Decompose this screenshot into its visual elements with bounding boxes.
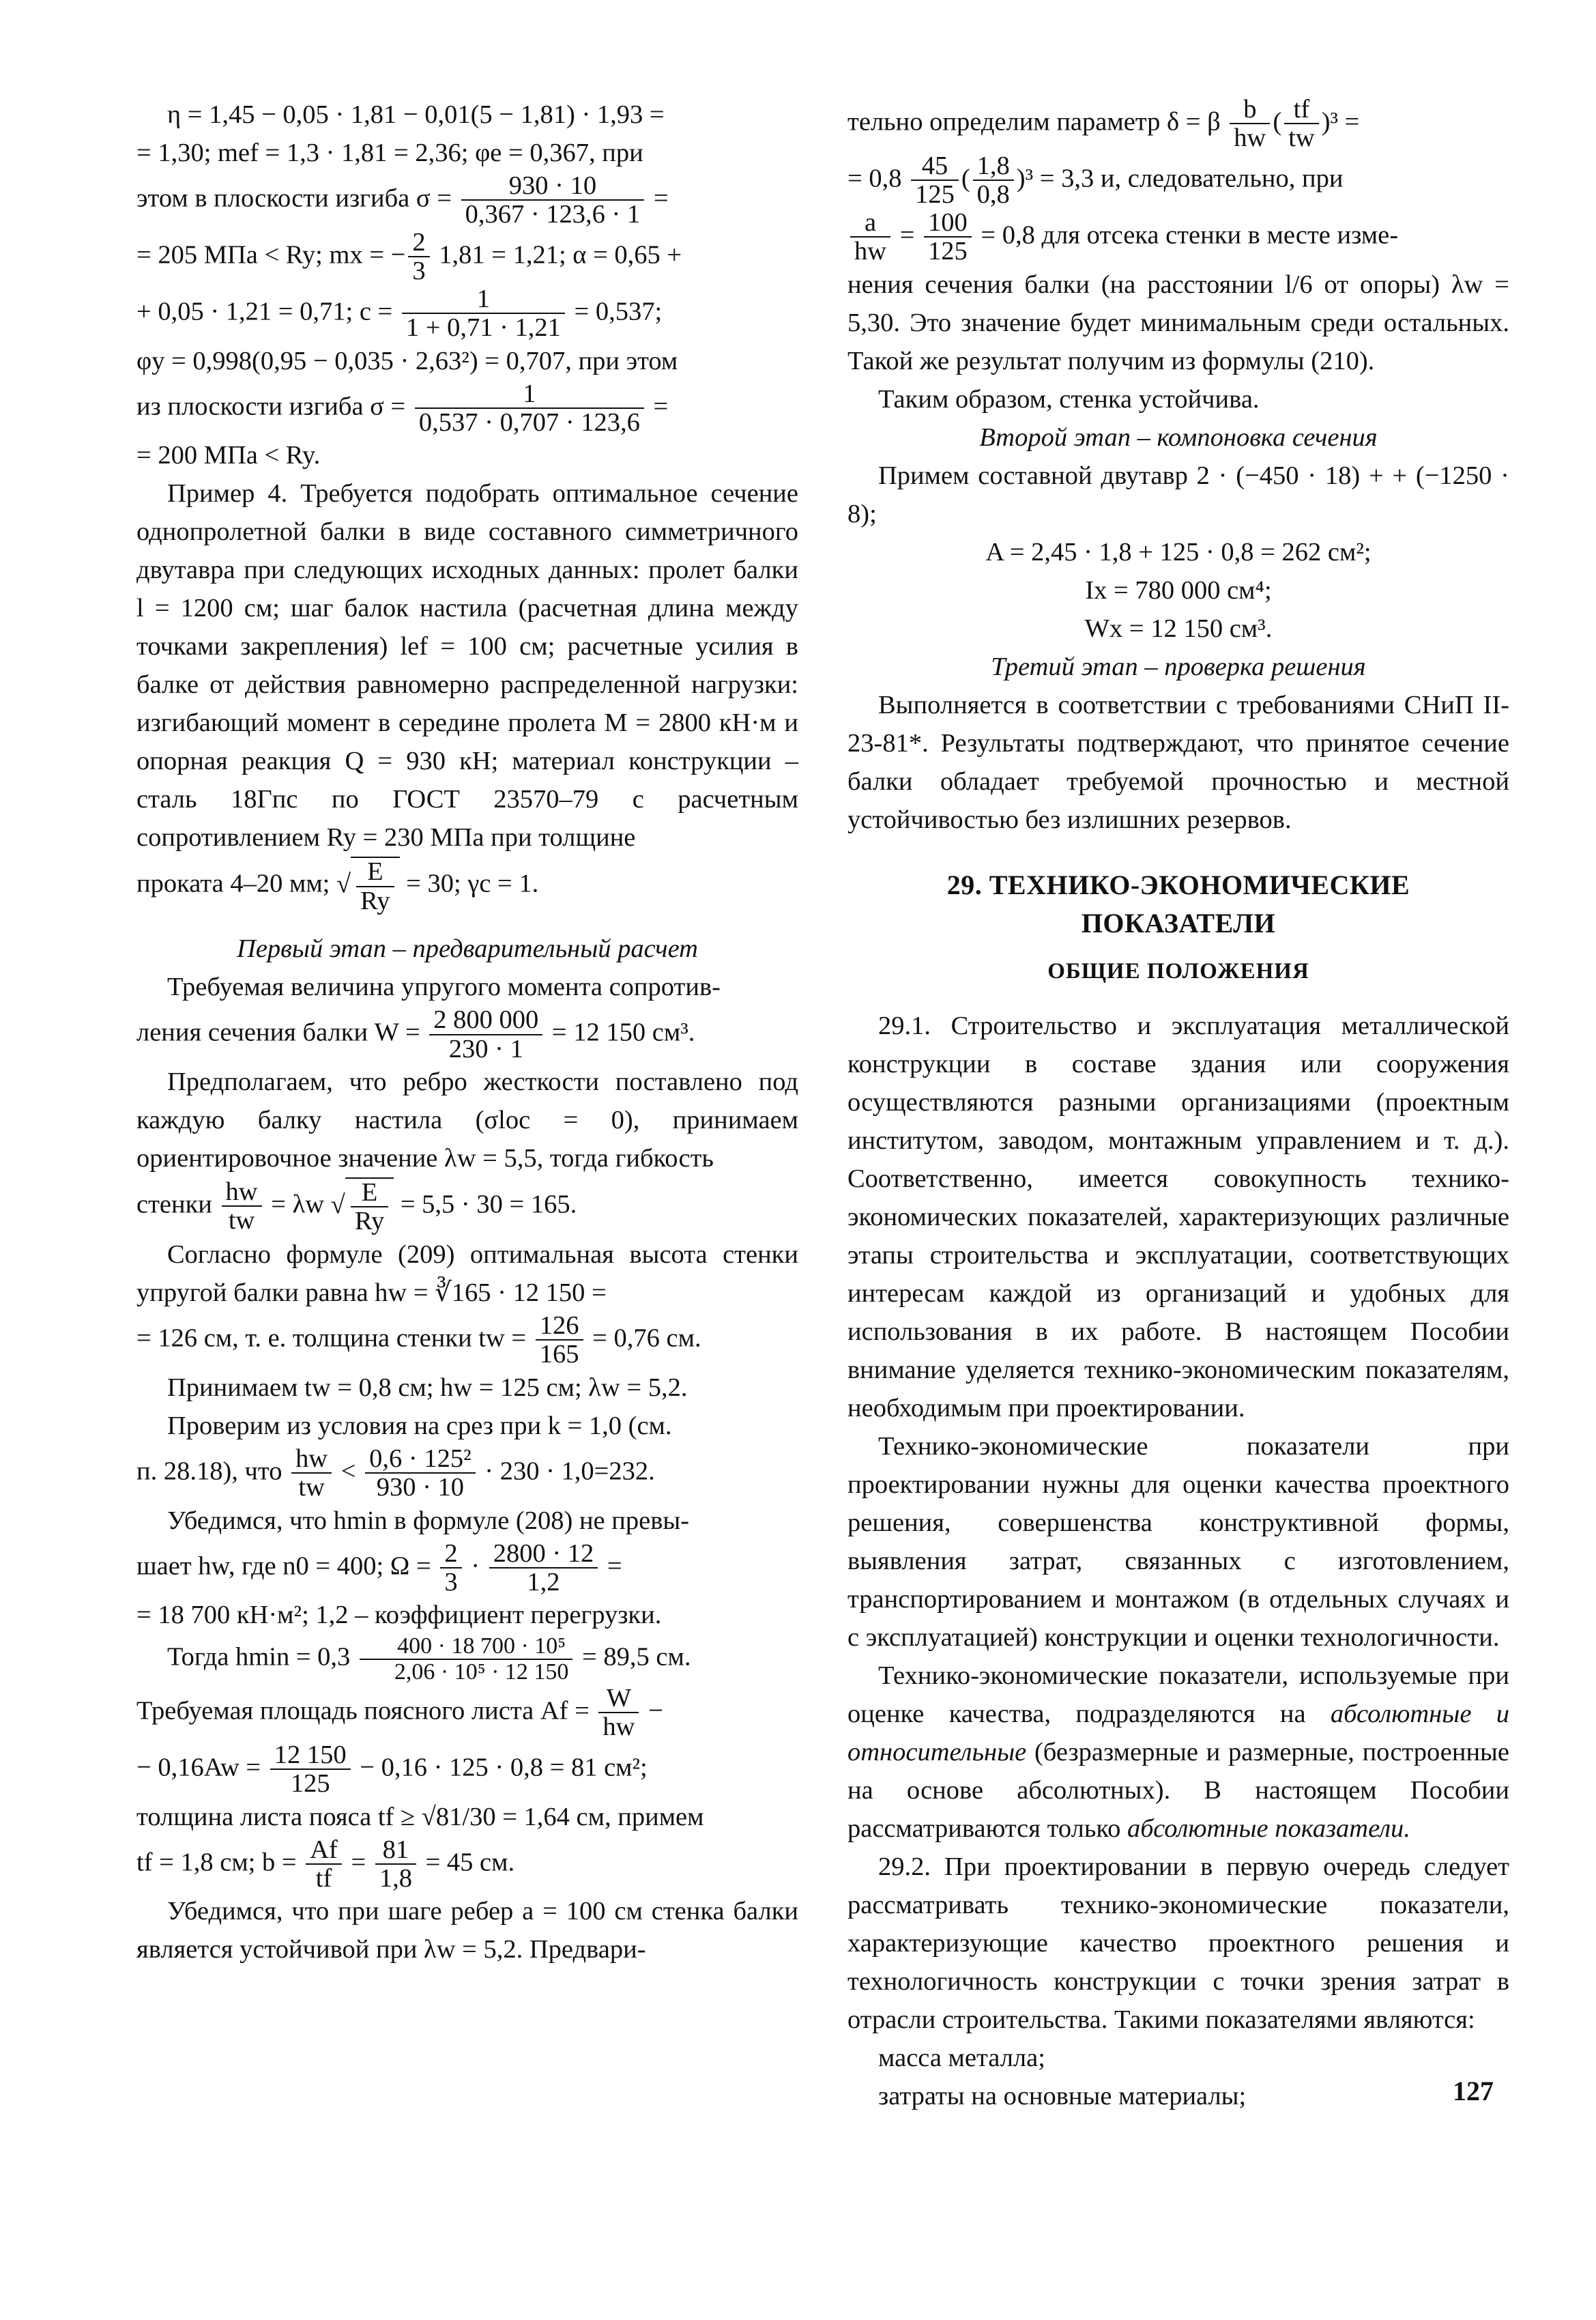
paragraph-formula-209: Согласно формуле (209) оптимальная высота стенки упругой балки равна hw = ∛165 · 12 150 = — [136, 1240, 798, 1307]
paragraph-29-1: 29.1. Строительство и эксплуатация металлической конструкции в составе здания или сооружения осуществляются разными организациями (проектным институтом, заводом, монтажным управлением и т. д.). Соответственно, имеется совокупность технико-экономических показателей, характеризующих различные этапы строительства и эксплуатации, соответствующих интересам каждой из организаций и удобных для использования в их работе. В настоящем Пособии внимание уделяется технико-экономическим показателям, необходимым при проектировании. — [847, 1011, 1509, 1422]
sqrt: √ $\frac{E}{Ry}$ — [336, 857, 400, 915]
equation-modulus: Wx = 12 150 см³. — [1084, 614, 1273, 643]
equation-mef: = 1,30; mef = 1,3 · 1,81 = 2,36; φe = 0,367, при — [136, 139, 643, 167]
fraction: $\frac{Af}{tf}$ — [306, 1836, 342, 1893]
fraction: $\frac{45}{125}$ — [911, 152, 959, 209]
page-number: 127 — [1453, 2076, 1494, 2106]
stage-3-heading: Третий этап – проверка решения — [991, 652, 1366, 681]
section-29-heading: 29. ТЕХНИКО-ЭКОНОМИЧЕСКИЕ ПОКАЗАТЕЛИ — [946, 869, 1410, 939]
equation-w: ления сечения балки W = $\frac{2 800 000}{230 \cdot 1}$ = 12 150 см³. — [136, 1005, 695, 1063]
fraction: $\frac{W}{hw}$ — [598, 1685, 639, 1741]
paragraph-w-required: Требуемая величина упругого момента сопротив- — [167, 973, 721, 1002]
paragraph-accept: Принимаем tw = 0,8 см; hw = 125 см; λw = 5,2. — [167, 1373, 688, 1402]
equation-inertia: Ix = 780 000 см⁴; — [1085, 575, 1272, 605]
equation-delta-value: = 0,8 $\frac{45}{125}$ ( $\frac{1,8}{0,8}$ )³ = 3,3 и, следовательно, при — [847, 151, 1344, 210]
paragraph-section-change: нения сечения балки (на расстоянии l/6 от опоры) λw = 5,30. Это значение будет минимальным среди остальных. Такой же результат получим из формулы (210). — [847, 270, 1509, 375]
equation-b: tf = 1,8 см; b = $\frac{Af}{tf}$ = $\frac{81}{1,8}$ = 45 см. — [136, 1835, 515, 1893]
paragraph-check-shear: Проверим из условия на срез при k = 1,0 (см. — [167, 1411, 672, 1440]
equation-prokat: проката 4–20 мм; √ $\frac{E}{Ry}$ = 30; γc = 1. — [136, 857, 539, 915]
paragraph-indicators-types: Технико-экономические показатели, используемые при оценке качества, подразделяются на абсолютные и относительные (безразмерные и размерные, построенные на основе абсолютных). В настоящем Пособии рассматриваются только абсолютные показатели. — [847, 1661, 1509, 1843]
equation-phi-y: φy = 0,998(0,95 − 0,035 · 2,63²) = 0,707, при этом — [136, 346, 678, 375]
fraction: $\frac{126}{165}$ — [536, 1312, 583, 1369]
fraction: $\frac{hw}{tw}$ — [222, 1178, 262, 1235]
fraction: $\frac{1,8}{0,8}$ — [973, 152, 1014, 209]
paragraph-check: Выполняется в соответствии с требованиями СНиП II-23-81*. Результаты подтверждают, что принятое сечение балки обладает требуемой прочностью и местной устойчивостью без излишних резервов. — [847, 690, 1509, 834]
equation-omega: шает hw, где n0 = 400; Ω = $\frac{2}{3}$ · $\frac{2800 \cdot 12}{1,2}$ = — [136, 1538, 622, 1597]
left-column — [136, 96, 798, 1968]
fraction: $\frac{a}{hw}$ — [850, 209, 890, 266]
equation-af: Требуемая площадь поясного листа Af = $\frac{W}{hw}$ − — [136, 1683, 663, 1742]
fraction: $\frac{hw}{tw}$ — [291, 1445, 332, 1502]
equation-result: = 200 МПа < Ry. — [136, 441, 321, 470]
equation-mx: = 205 МПа < Ry; mx = − $\frac{2}{3}$ 1,81 = 1,21; α = 0,65 + — [136, 227, 682, 286]
fraction: $\frac{\text{400 · 18 700 · 10⁵}}{\text{2,06 · 10⁵ · 12 150}}$ — [360, 1634, 573, 1684]
fraction: $\frac{b}{hw}$ — [1230, 96, 1270, 152]
equation-hmin: Тогда hmin = 0,3 $\frac{\text{400 · 18 700 · 10⁵}}{\text{2,06 · 10⁵ · 12 150}}$ = 89,5 см. — [167, 1633, 691, 1685]
fraction: $\frac{2 800 000}{230 \cdot 1}$ — [429, 1006, 542, 1063]
equation-tw: = 126 см, т. е. толщина стенки tw = $\frac{126}{165}$ = 0,76 см. — [136, 1311, 701, 1369]
paragraph-hmin: Убедимся, что hmin в формуле (208) не превы- — [167, 1506, 690, 1535]
paragraph-29-2: 29.2. При проектировании в первую очередь следует рассматривать технико-экономические показатели, характеризующие качество проектного решения и технологичность конструкции с точки зрения затрат в отрасли строительства. Такими показателями являются: — [847, 1852, 1509, 2034]
equation-c: + 0,05 · 1,21 = 0,71; c = $\frac{1}{1 + 0,71 \cdot 1,21}$ = 0,537; — [136, 284, 663, 343]
equation-omega-result: = 18 700 кН·м²; 1,2 – коэффициент перегрузки. — [136, 1601, 662, 1630]
paragraph-web-stability: Убедимся, что при шаге ребер a = 100 см стенка балки является устойчивой при λw = 5,2. Предвари- — [136, 1897, 798, 1964]
fraction: $\frac{2800 \cdot 12}{1,2}$ — [489, 1540, 598, 1596]
fraction: $\frac{81}{1,8}$ — [375, 1836, 416, 1893]
list-item: затраты на основные материалы; — [878, 2081, 1247, 2110]
fraction: $\frac{100}{125}$ — [924, 209, 972, 266]
equation-area: A = 2,45 · 1,8 + 125 · 0,8 = 262 см²; — [985, 537, 1372, 567]
stage-2-heading: Второй этап – компоновка сечения — [979, 423, 1378, 452]
general-provisions-heading: ОБЩИЕ ПОЛОЖЕНИЯ — [1047, 958, 1309, 984]
stage-1-heading: Первый этап – предварительный расчет — [237, 934, 698, 964]
equation-delta: тельно определим параметр δ = β $\frac{b}{hw}$ ( $\frac{tf}{tw}$ )³ = — [847, 95, 1360, 153]
fraction: $\frac{1}{1 + 0,71 \cdot 1,21}$ — [402, 285, 565, 342]
sqrt: √ $\frac{E}{Ry}$ — [331, 1177, 394, 1235]
example-4-paragraph: Пример 4. Требуется подобрать оптимальное сечение однопролетной балки в виде составного симметричного двутавра при следующих исходных данных: пролет балки l = 1200 см; шаг балок настила (расчетная длина между точками закрепления) lef = 100 см; расчетные усилия в балке от действия равномерно распределенной нагрузки: изгибающий момент в середине пролета M = 2800 кН·м и опорная реакция Q = 930 кН; материал конструкции – сталь 18Гпс по ГОСТ 23570–79 с расчетным сопротивлением Ry = 230 МПа при толщине — [136, 479, 798, 853]
right-column — [847, 96, 1509, 2115]
equation-sigma-in-plane: этом в плоскости изгиба σ = $\frac{930 \cdot 10}{0,367 \cdot 123,6 \cdot 1}$ = — [136, 171, 669, 229]
equation-eta: η = 1,45 − 0,05 · 1,81 − 0,01(5 − 1,81) · 1,93 = — [167, 100, 665, 129]
equation-af-result: − 0,16Aw = $\frac{12 150}{125}$ − 0,16 · 125 · 0,8 = 81 см²; — [136, 1740, 648, 1799]
equation-sigma-out-plane: из плоскости изгиба σ = $\frac{1}{0,537 \cdot 0,707 \cdot 123,6}$ = — [136, 379, 669, 437]
equation-a-hw: $\frac{a}{hw}$ = $\frac{100}{125}$ = 0,8 для отсека стенки в месте изме- — [847, 209, 1509, 266]
fraction: $\frac{tf}{tw}$ — [1284, 96, 1319, 152]
fraction: $\frac{2}{3}$ — [408, 229, 429, 285]
paragraph-compose: Примем составной двутавр 2 · (−450 · 18) + + (−1250 · 8); — [847, 461, 1509, 528]
paragraph-indicators-design: Технико-экономические показатели при проектировании нужны для оценки качества проектного решения, совершенства конструктивной формы, выявления затрат, связанных с изготовлением, транспортированием и монтажом (в отдельных случаях и с эксплуатацией) конструкции и оценки технологичности. — [847, 1431, 1509, 1652]
paragraph-web-stable: Таким образом, стенка устойчива. — [878, 384, 1260, 414]
equation-tf: толщина листа пояса tf ≥ √81/30 = 1,64 см, примем — [136, 1802, 704, 1831]
fraction: $\frac{2}{3}$ — [440, 1540, 461, 1596]
paragraph-assume: Предполагаем, что ребро жесткости поставлено под каждую балку настила (σloc = 0), принимаем ориентировочное значение λw = 5,5, тогда гибкость — [136, 1068, 798, 1173]
fraction: $\frac{\text{0,6 · 125²}}{930 \cdot 10}$ — [365, 1445, 476, 1502]
list-item: масса металла; — [878, 2043, 1045, 2072]
fraction: $\frac{12 150}{125}$ — [270, 1741, 351, 1798]
equation-shear: п. 28.18), что $\frac{hw}{tw}$ < $\frac{\text{0,6 · 125²}}{930 \cdot 10}$ · 230 · 1,0=232. — [136, 1444, 655, 1502]
equation-web-slenderness: стенки $\frac{hw}{tw}$ = λw √ $\frac{E}{Ry}$ = 5,5 · 30 = 165. — [136, 1177, 577, 1236]
fraction: $\frac{930 \cdot 10}{0,367 \cdot 123,6 \cdot 1}$ — [461, 172, 645, 229]
fraction: $\frac{1}{0,537 \cdot 0,707 \cdot 123,6}$ — [415, 380, 644, 437]
